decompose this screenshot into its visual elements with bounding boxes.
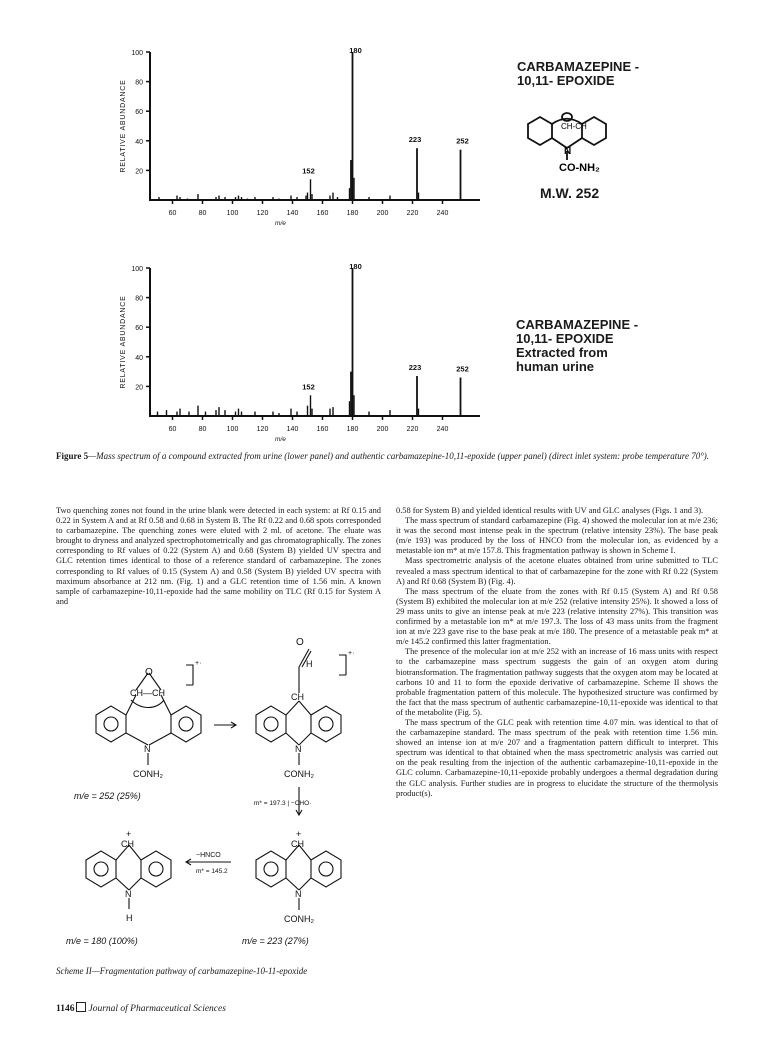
- upper-compound-line-1: CARBAMAZEPINE -: [517, 59, 640, 74]
- x-axis-label: m/e: [275, 220, 286, 225]
- peak-label: 180: [349, 46, 362, 55]
- lower-compound-line-3: Extracted from: [516, 345, 608, 360]
- x-tick-label: 60: [168, 210, 177, 217]
- scheme-radical-2: +·: [348, 650, 355, 657]
- left-paragraph-1: Two quenching zones not found in the urine blank were detected in each system: at Rf 0.15 and 0.22 in System A and at Rf 0.58 and 0.68 in System B. The Rf 0.22 and 0.68 spots corresponded to carbamazepine. The quenching zones were eluted with 2 ml. of acetone. The eluate was brought to dryness and analyzed spectrophotometrically and gas chromatographically. The zones corresponding to Rf values of 0.22 (System A) and 0.68 (System B) yielded UV spectra and GLC retention times identical to those of a reference standard of carbamazepine. The zones corresponding to Rf values of 0.15 (System A) and 0.58 (System B) yielded UV spectra with maximum absorbance at 212 nm. (Fig. 1) and a GLC retention time of 1.56 min. A known sample of carbamazepine-10,11-epoxide had the same mobility on TLC (Rf 0.15 for System A and: [56, 506, 381, 606]
- peak-label: 152: [302, 382, 315, 392]
- right-paragraph-3: Mass spectrometric analysis of the acetone eluates obtained from urine submitted to TLC revealed a mass spectrum identical to that of carbamazepine for the zone with Rf 0.22 (System A) and Rf 0.68 (System B) (Fig. 4).: [396, 556, 718, 586]
- peak-label: 223: [408, 363, 422, 373]
- scheme-step2b: m* = 145.2: [196, 868, 228, 875]
- right-paragraph-5: The presence of the molecular ion at m/e 252 with an increase of 16 mass units with respect to the carbamazepine mass spectrum suggests the gain of an oxygen atom during biotransformation. The fragmentation pathway suggests that the oxygen atom may be located at carbons 10 and 11 to form the epoxide derivative of carbamazepine. Scheme II shows the probable fragmentation pattern of this molecule. The hypothesized structure was confirmed by the fact that the mass spectrum of authentic carbamazepine-10,11-epoxide was identical to that of the metabolite (Fig. 5).: [396, 647, 718, 717]
- x-tick-label: 180: [346, 210, 359, 217]
- upper-structure-label: CO-NH₂: [559, 162, 600, 174]
- lower-spectrum: [100, 256, 500, 446]
- x-tick-label: 160: [316, 210, 329, 217]
- lower-compound-name: [516, 318, 638, 374]
- x-tick-label: 180: [346, 426, 359, 433]
- x-tick-label: 120: [256, 426, 269, 433]
- x-tick-label: 80: [198, 210, 207, 217]
- scheme-ch-3: CH: [121, 839, 134, 849]
- scheme-step2a: −HNCO: [196, 852, 221, 859]
- y-axis-label: RELATIVE ABUNDANCE: [120, 295, 127, 389]
- y-tick-label: 40: [135, 138, 143, 146]
- scheme-step1: m* = 197.3 | −CHO·: [254, 800, 312, 807]
- peak-label: 252: [456, 364, 469, 374]
- peak-label: 180: [349, 262, 362, 271]
- y-tick-label: 20: [135, 384, 143, 392]
- y-tick-label: 80: [135, 79, 143, 87]
- svg-text:CH-CH: CH-CH: [561, 122, 587, 131]
- scheme-m223: m/e = 223 (27%): [242, 936, 309, 946]
- scheme-ch-ch: CH—CH: [130, 688, 165, 698]
- y-tick-label: 40: [135, 354, 143, 362]
- scheme-cho-h: H: [306, 659, 313, 669]
- scheme-ii: [56, 625, 386, 995]
- peak-label: 223: [408, 135, 422, 145]
- lower-compound-line-1: CARBAMAZEPINE -: [516, 317, 639, 332]
- scheme-radical-1: +·: [195, 660, 202, 667]
- upper-spectrum: [100, 40, 500, 225]
- journal-name: Journal of Pharmaceutical Sciences: [88, 1004, 226, 1014]
- figure-label: Figure 5: [56, 451, 89, 461]
- y-tick-label: 60: [135, 109, 143, 117]
- y-tick-label: 20: [135, 168, 143, 176]
- upper-mw: M.W. 252: [540, 185, 600, 201]
- x-tick-label: 140: [286, 210, 299, 217]
- x-axis-label: m/e: [275, 436, 286, 443]
- y-tick-label: 60: [135, 325, 143, 333]
- x-tick-label: 100: [226, 426, 239, 433]
- y-axis-label: RELATIVE ABUNDANCE: [120, 79, 127, 173]
- scheme-plus-3: +: [296, 829, 302, 839]
- lower-compound-line-4: human urine: [516, 359, 595, 374]
- figure-caption-text: —Mass spectrum of a compound extracted from urine (lower panel) and authentic carbamazepine-10,11-epoxide (upper panel) (direct inlet system: probe temperature 70°).: [88, 451, 710, 461]
- page-number: 1146: [56, 1004, 75, 1014]
- page-footer: [56, 1002, 226, 1014]
- x-tick-label: 160: [316, 426, 329, 433]
- x-tick-label: 200: [376, 426, 389, 433]
- scheme-conh2-2: CONH₂: [284, 769, 314, 779]
- x-tick-label: 140: [286, 426, 299, 433]
- x-tick-label: 240: [436, 210, 449, 217]
- scheme-n-2: N: [295, 744, 302, 754]
- x-tick-label: 240: [436, 426, 449, 433]
- peak-label: 252: [456, 136, 469, 146]
- scheme-ch-2: CH: [291, 839, 304, 849]
- scheme-o-1: O: [145, 667, 153, 678]
- scheme-caption: Scheme II—Fragmentation pathway of carbamazepine-10-11-epoxide: [56, 966, 308, 976]
- peak-label: 152: [302, 166, 315, 176]
- right-paragraph-4: The mass spectrum of the eluate from the zones with Rf 0.15 (System A) and Rf 0.58 (System B) exhibited the molecular ion at m/e 252 (relative intensity 25%). It showed a loss of 29 mass units to give an intense peak at m/e 223 (relative intensity 27%). This transition was confirmed by a metastable ion m* at m/e 197.3. The loss of 43 mass units from the fragment ion at m/e 223 gave rise to the base peak at m/e 180. The presence of a metastable peak m* at m/e 145.2 confirmed this latter fragmentation.: [396, 586, 718, 647]
- x-tick-label: 60: [168, 426, 177, 433]
- figure-caption: [56, 451, 720, 462]
- scheme-n-3: N: [295, 889, 302, 899]
- scheme-conh2-1: CONH₂: [133, 769, 163, 779]
- y-tick-label: 80: [135, 295, 143, 303]
- box-glyph-icon: [76, 1002, 86, 1012]
- scheme-o-2: O: [296, 637, 304, 648]
- upper-compound-line-2: 10,11- EPOXIDE: [517, 73, 615, 88]
- right-paragraph-6: The mass spectrum of the GLC peak with retention time 4.07 min. was identical to that of the carbamazepine standard. The mass spectrum of the peak with retention time 1.56 min. showed an intense ion at m/e 207 and a fragmentation pattern difficult to interpret. This spectrum was identical to that obtained when the mass spectrometric analysis was carried out on the peak resulting from the injection of the authentic carbamazepine-10,11-epoxide in the GLC column. Carbamazepine-10,11-epoxide probably undergoes a thermal degradation during the GLC analysis. Further studies are in progress to elucidate the structure of the thermolysis product(s).: [396, 717, 718, 798]
- scheme-n-4: N: [125, 889, 132, 899]
- upper-compound-name: [517, 60, 639, 88]
- x-tick-label: 80: [198, 426, 207, 433]
- x-tick-label: 220: [406, 426, 419, 433]
- x-tick-label: 220: [406, 210, 419, 217]
- right-paragraph-1: 0.58 for System B) and yielded identical results with UV and GLC analyses (Figs. 1 and 3).: [396, 506, 704, 515]
- scheme-m252: m/e = 252 (25%): [74, 791, 141, 801]
- left-column: [56, 506, 381, 607]
- y-tick-label: 100: [131, 50, 143, 57]
- scheme-plus-4: +: [126, 829, 132, 839]
- x-tick-label: 100: [226, 210, 239, 217]
- upper-structure: [512, 105, 622, 180]
- scheme-m180: m/e = 180 (100%): [66, 936, 138, 946]
- x-tick-label: 200: [376, 210, 389, 217]
- scheme-conh2-3: CONH₂: [284, 914, 314, 924]
- svg-text:N: N: [564, 146, 572, 157]
- right-paragraph-2: The mass spectrum of standard carbamazepine (Fig. 4) showed the molecular ion at m/e 236; it was the second most intense peak in the spectrum (relative intensity 23%). The base peak (m/e 193) was produced by the loss of HNCO from the molecular ion, as evidenced by a metastable ion m* at m/e 157.8. This fragmentation pathway is shown in Scheme I.: [396, 516, 718, 556]
- scheme-h: H: [126, 913, 133, 923]
- scheme-ch-1: CH: [291, 692, 304, 702]
- lower-compound-line-2: 10,11- EPOXIDE: [516, 331, 614, 346]
- x-tick-label: 120: [256, 210, 269, 217]
- scheme-n-1: N: [144, 744, 151, 754]
- y-tick-label: 100: [131, 266, 143, 273]
- right-column: [396, 506, 718, 799]
